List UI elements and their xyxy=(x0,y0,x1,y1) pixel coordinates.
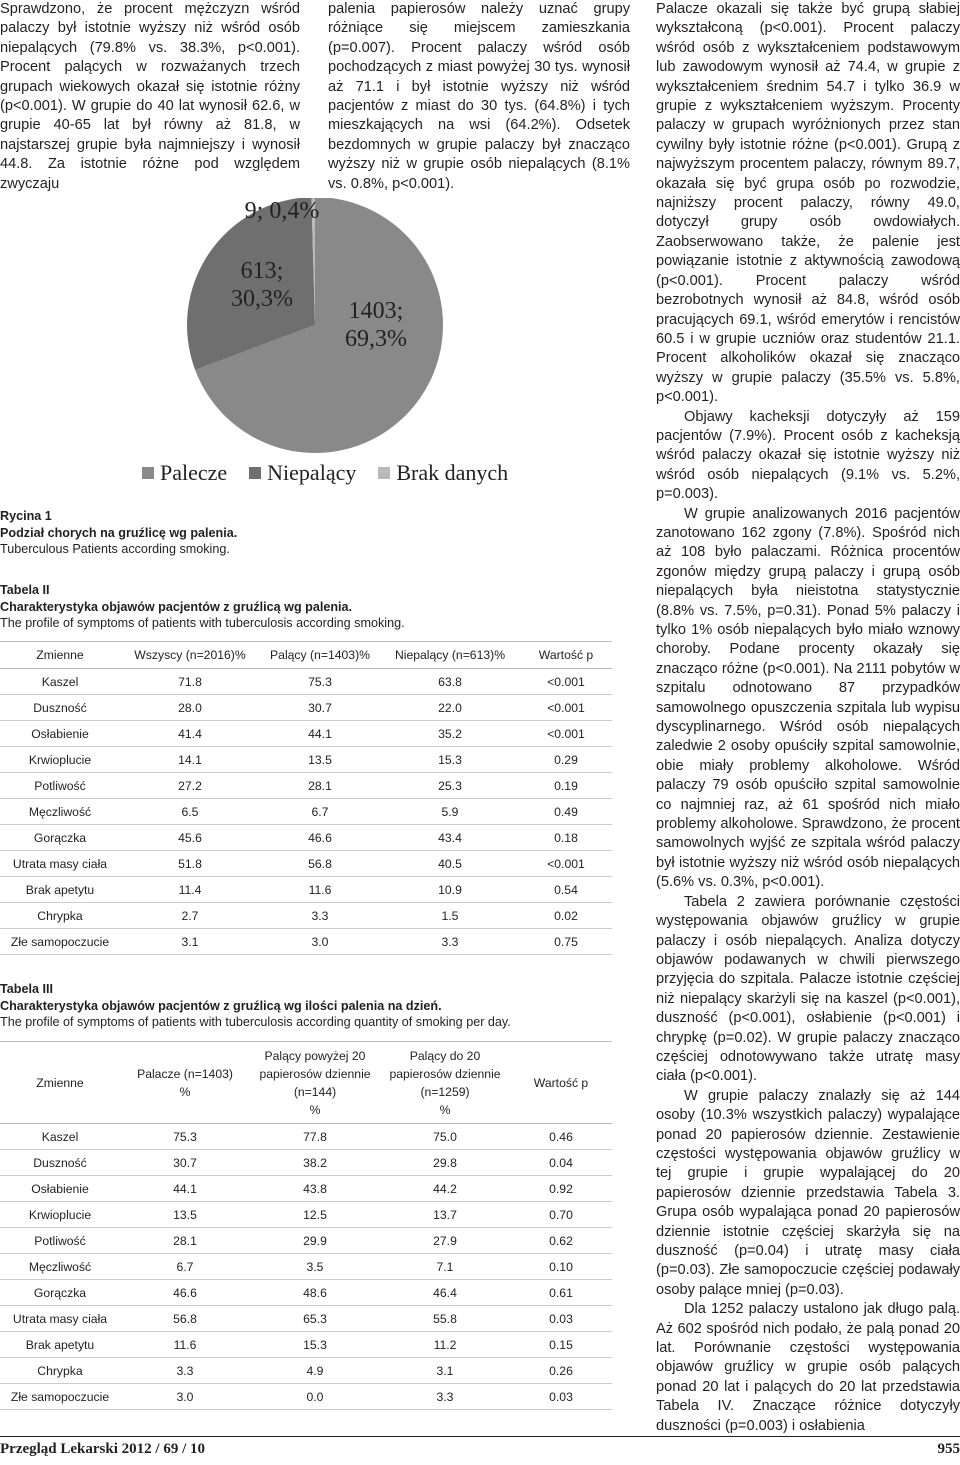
table-cell: 4.9 xyxy=(250,1358,380,1384)
table-cell: 41.4 xyxy=(120,721,260,747)
table-cell: <0.001 xyxy=(520,669,612,695)
table-row xyxy=(0,747,612,773)
table-cell: 2.7 xyxy=(120,903,260,929)
table-cell: 46.6 xyxy=(260,825,380,851)
table2-caption xyxy=(0,582,620,632)
table-cell: Chrypka xyxy=(0,1358,120,1384)
table-cell: 71.8 xyxy=(120,669,260,695)
table-header-cell: Wszyscy (n=2016)% xyxy=(120,642,260,669)
table-cell: Krwioplucie xyxy=(0,747,120,773)
table-cell: 22.0 xyxy=(380,695,520,721)
table3-label: Tabela III xyxy=(0,982,53,996)
table-cell: 29.9 xyxy=(250,1228,380,1254)
table-cell: 3.3 xyxy=(260,903,380,929)
table-row xyxy=(0,1228,612,1254)
table-cell: Chrypka xyxy=(0,903,120,929)
legend-label: Palecze xyxy=(160,460,228,485)
header-line: papierosów dziennie xyxy=(389,1066,501,1081)
table2-label: Tabela II xyxy=(0,583,50,597)
journal-footer: Przegląd Lekarski 2012 / 69 / 10 xyxy=(0,1441,205,1457)
table-cell: 30.7 xyxy=(260,695,380,721)
table-cell: 14.1 xyxy=(120,747,260,773)
table-cell: 0.46 xyxy=(510,1124,612,1150)
table-row xyxy=(0,1176,612,1202)
figure-title: Podział chorych na gruźlicę wg palenia. xyxy=(0,525,238,540)
paragraph: Objawy kacheksji dotyczyły aż 159 pacjentów (7.9%). Procent osób z kacheksją wśród palaczy okazał się istotnie wyższy niż wśród osób niepalących (9.1% vs. 5.2%, p=0.003). xyxy=(656,408,960,503)
table-header-cell: Palący (n=1403)% xyxy=(260,642,380,669)
table-cell: Krwioplucie xyxy=(0,1202,120,1228)
table-cell: 15.3 xyxy=(250,1332,380,1358)
table-cell: 0.19 xyxy=(520,773,612,799)
table-cell: Kaszel xyxy=(0,1124,120,1150)
table-row xyxy=(0,1280,612,1306)
figure-title-en: Tuberculous Patients according smoking. xyxy=(0,542,230,556)
table3 xyxy=(0,1041,612,1410)
table-header-cell xyxy=(250,1042,380,1124)
table-row xyxy=(0,1358,612,1384)
header-line: Palący powyżej 20 xyxy=(264,1048,366,1063)
table-row xyxy=(0,1384,612,1410)
table-cell: 43.4 xyxy=(380,825,520,851)
table-cell: 0.92 xyxy=(510,1176,612,1202)
table-cell: <0.001 xyxy=(520,851,612,877)
table-cell: 0.18 xyxy=(520,825,612,851)
table-cell: Osłabienie xyxy=(0,721,120,747)
table-cell: 6.7 xyxy=(120,1254,250,1280)
paragraph: Tabela 2 zawiera porównanie częstości występowania objawów gruźlicy w grupie palaczy i osób niepalących. Analiza dotyczy objawów podawanych w chwili pierwszego przyjęcia do szpitala. Palacze istotnie częściej niż niepalący skarżyli się na kaszel (p<0.001), duszność (p<0.001), osłabienie (p<0.001) i chrypkę (p=0.02). W grupie palaczy znacząco częściej odnotowywano także utratę masy ciała (p<0.001). xyxy=(656,893,960,1085)
table-cell: 0.0 xyxy=(250,1384,380,1410)
table-cell: 3.3 xyxy=(120,1358,250,1384)
table-cell: 11.4 xyxy=(120,877,260,903)
table-row xyxy=(0,929,612,955)
table-cell: 48.6 xyxy=(250,1280,380,1306)
table-header-cell xyxy=(510,1042,612,1124)
paragraph: Sprawdzono, że procent mężczyzn wśród palaczy był istotnie wyższy niż wśród osób niepalących (79.8% vs. 38.3%, p<0.001). Procent palących w rozważanych trzech grupach wiekowych okazał się istotnie różny (p<0.001). W grupie do 40 lat wynosił 62.6, w grupie 40-65 lat był równy aż 81.8, w najstarszej grupie była najmniejszy i wynosił 44.8. Za istotnie różne pod względem zwyczaju xyxy=(0,1,300,192)
chart-legend xyxy=(142,460,612,486)
table-cell: Utrata masy ciała xyxy=(0,1306,120,1332)
table-row xyxy=(0,1124,612,1150)
table-cell: 27.9 xyxy=(380,1228,510,1254)
table-cell: Złe samopoczucie xyxy=(0,929,120,955)
table-cell: Utrata masy ciała xyxy=(0,851,120,877)
table-header-cell: Wartość p xyxy=(520,642,612,669)
table-header-row xyxy=(0,642,612,669)
table-cell: 0.10 xyxy=(510,1254,612,1280)
table-cell: 45.6 xyxy=(120,825,260,851)
table-row xyxy=(0,877,612,903)
header-line: % xyxy=(309,1102,321,1117)
table-cell: 44.1 xyxy=(260,721,380,747)
figure-label: Rycina 1 xyxy=(0,509,52,523)
table-cell: 43.8 xyxy=(250,1176,380,1202)
table-cell: 44.2 xyxy=(380,1176,510,1202)
table-cell: 3.0 xyxy=(120,1384,250,1410)
table-cell: Duszność xyxy=(0,695,120,721)
header-line: papierosów dziennie xyxy=(259,1066,371,1081)
table-cell: 1.5 xyxy=(380,903,520,929)
legend-label: Brak danych xyxy=(396,460,509,485)
table-cell: 3.1 xyxy=(120,929,260,955)
table-cell: 0.03 xyxy=(510,1306,612,1332)
legend-swatch xyxy=(142,467,154,479)
table-cell: 46.6 xyxy=(120,1280,250,1306)
table-cell: <0.001 xyxy=(520,721,612,747)
table-cell: 0.15 xyxy=(510,1332,612,1358)
table-cell: Kaszel xyxy=(0,669,120,695)
table-cell: 28.1 xyxy=(120,1228,250,1254)
table3-subtitle: The profile of symptoms of patients with tuberculosis according quantity of smoking per day. xyxy=(0,1015,511,1029)
table-cell: 35.2 xyxy=(380,721,520,747)
table-cell: 0.02 xyxy=(520,903,612,929)
table2-subtitle: The profile of symptoms of patients with tuberculosis according smoking. xyxy=(0,616,405,630)
table-cell: 56.8 xyxy=(120,1306,250,1332)
table-cell: Duszność xyxy=(0,1150,120,1176)
table-cell: 29.8 xyxy=(380,1150,510,1176)
table-cell: 7.1 xyxy=(380,1254,510,1280)
text-column-right xyxy=(656,0,960,1436)
table-cell: 46.4 xyxy=(380,1280,510,1306)
table-cell: 56.8 xyxy=(260,851,380,877)
table-row xyxy=(0,669,612,695)
table-header-cell xyxy=(0,1042,120,1124)
text-column-middle xyxy=(328,0,630,194)
table-cell: 13.5 xyxy=(260,747,380,773)
table-row xyxy=(0,1150,612,1176)
header-line: Palący do 20 xyxy=(409,1048,481,1063)
table-cell: 63.8 xyxy=(380,669,520,695)
table-cell: Potliwość xyxy=(0,1228,120,1254)
table-cell: 12.5 xyxy=(250,1202,380,1228)
table-cell: 15.3 xyxy=(380,747,520,773)
table-cell: 75.3 xyxy=(260,669,380,695)
table-cell: 0.03 xyxy=(510,1384,612,1410)
table-cell: 3.3 xyxy=(380,1384,510,1410)
pie-label-2: 9; 0,4% xyxy=(244,198,320,224)
table-cell: 38.2 xyxy=(250,1150,380,1176)
table-cell: 0.61 xyxy=(510,1280,612,1306)
legend-label: Niepalący xyxy=(267,460,357,485)
header-line: % xyxy=(439,1102,451,1117)
table3-title: Charakterystyka objawów pacjentów z gruźlicą wg ilości palenia na dzień. xyxy=(0,998,442,1013)
paragraph: W grupie palaczy znalazły się aż 144 osoby (10.3% wszystkich palaczy) wypalające ponad 20 papierosów dziennie. Zestawienie częstości występowania objawów gruźlicy w tej grupie i grupie wypalającej do 20 papierosów dziennie przedstawia Tabela 3. Grupa osób wypalająca ponad 20 papierosów dziennie istotnie częściej skarżyła się na duszność (p=0.04) i utratę masy ciała (p=0.03). Złe samopoczucie częściej podawały osoby palące mniej (p=0.03). xyxy=(656,1087,960,1298)
table-cell: 3.3 xyxy=(380,929,520,955)
table-header-row xyxy=(0,1042,612,1124)
table-row xyxy=(0,851,612,877)
table-cell: 11.2 xyxy=(380,1332,510,1358)
legend-item xyxy=(249,460,356,486)
legend-item xyxy=(142,460,227,486)
table-cell: Brak apetytu xyxy=(0,877,120,903)
table-row xyxy=(0,695,612,721)
table-header-cell: Zmienne xyxy=(0,642,120,669)
table-cell: 28.0 xyxy=(120,695,260,721)
table-cell: 55.8 xyxy=(380,1306,510,1332)
paragraph: Dla 1252 palaczy ustalono jak długo palą. Aż 602 spośród nich podało, że palą ponad 20 lat. Porównanie częstości występowania objawów gruźlicy w grupie osób palących ponad 20 lat i palących do 20 lat przedstawia Tabela IV. Znaczące różnice dotyczyły duszności (p=0.003) i osłabienia xyxy=(656,1301,960,1434)
table-cell: Potliwość xyxy=(0,773,120,799)
header-line: (n=144) xyxy=(293,1084,337,1099)
table-cell: 51.8 xyxy=(120,851,260,877)
header-line: % xyxy=(179,1084,191,1099)
table-cell: Męczliwość xyxy=(0,799,120,825)
table-header-cell xyxy=(380,1042,510,1124)
table-cell: 27.2 xyxy=(120,773,260,799)
table-cell: 13.7 xyxy=(380,1202,510,1228)
table-row xyxy=(0,773,612,799)
header-line: Zmienne xyxy=(36,1075,84,1090)
table-row xyxy=(0,1254,612,1280)
table-cell: 10.9 xyxy=(380,877,520,903)
table-header-cell: Niepalący (n=613)% xyxy=(380,642,520,669)
table-cell: 6.5 xyxy=(120,799,260,825)
page-number: 955 xyxy=(937,1441,960,1457)
table-header-cell xyxy=(120,1042,250,1124)
legend-swatch xyxy=(378,467,390,479)
table-row xyxy=(0,1306,612,1332)
table-cell: 6.7 xyxy=(260,799,380,825)
table-cell: <0.001 xyxy=(520,695,612,721)
table-cell: 0.75 xyxy=(520,929,612,955)
figure-caption xyxy=(0,508,500,558)
table-row xyxy=(0,825,612,851)
table-cell: 0.49 xyxy=(520,799,612,825)
table-cell: 25.3 xyxy=(380,773,520,799)
table2-title: Charakterystyka objawów pacjentów z gruźlicą wg palenia. xyxy=(0,599,353,614)
table-cell: 11.6 xyxy=(260,877,380,903)
table-row xyxy=(0,903,612,929)
table-cell: 0.70 xyxy=(510,1202,612,1228)
paragraph: W grupie analizowanych 2016 pacjentów zanotowano 162 zgony (7.8%). Spośród nich aż 108 było palaczami. Różnica procentów zgonów między grupą palaczy i grupą osób niepalących była nieistotna statystycznie (8.8% vs. 7.5%, p=0.31). Ponad 5% palaczy i tylko 1% osób niepalących było miało wznowy choroby. Podane procenty okazały się znacząco różne (p<0.001). Na 2111 pobytów w szpitalu odnotowano 87 przypadków samowolnego opuszczenia szpitala lub wypisu dyscyplinarnego. Wśród osób niepalących zaledwie 2 osoby opuściły szpital samowolnie, obie miały problemy alkoholowe. Wśród palaczy 79 osób opuściło szpital samowolnie co najmniej raz, aż 61 spośród nich miało problemy alkoholowe. Sprawdzono, że procent samowolnych wyjść ze szpitala wśród palaczy był istotnie wyższy niż wśród osób niepalących (5.6% vs. 0.3%, p<0.001). xyxy=(656,505,960,891)
text-column-left xyxy=(0,0,300,194)
table-cell: Gorączka xyxy=(0,825,120,851)
table-cell: 13.5 xyxy=(120,1202,250,1228)
header-line: Wartość p xyxy=(533,1075,589,1090)
table-cell: 0.62 xyxy=(510,1228,612,1254)
table-cell: 3.0 xyxy=(260,929,380,955)
footer-rule xyxy=(0,1436,960,1437)
paragraph: palenia papierosów należy uznać grupy różniące się miejscem zamieszkania (p=0.007). Procent palaczy wśród osób pochodzących z miast powyżej 30 tys. wynosił aż 71.1 i był istotnie wyższy niż wśród pacjentów z miast do 30 tys. (64.8%) i tych mieszkających na wsi (64.2%). Odsetek bezdomnych w grupie palaczy był znacząco wyższy niż w grupie osób niepalących (8.1% vs. 0.8%, p<0.001). xyxy=(328,1,630,192)
table-cell: 0.54 xyxy=(520,877,612,903)
table-cell: 77.8 xyxy=(250,1124,380,1150)
header-line: (n=1259) xyxy=(420,1084,470,1099)
pie-chart xyxy=(142,198,532,498)
table-cell: Brak apetytu xyxy=(0,1332,120,1358)
paragraph: Palacze okazali się także być grupą słabiej wykształconą (p<0.001). Procent palaczy wśród osób z wykształceniem podstawowym lub zawodowym wynosił aż 74.4, w grupie z wykształceniem średnim 54.7 i tylko 36.9 w grupie z wykształceniem wyższym. Procenty palaczy w grupach wyróżnionych przez stan cywilny były istotnie różne (p<0.001). Grupą z najwyższym procentem palaczy, równym 89.7, okazała się być grupa osób po rozwodzie, najniższy procent palaczy, równy 49.0, dotyczył grupy osób owdowiałych. Zaobserwowano także, że palenie jest powiązanie istotnie z aktywnością zawodową (p<0.001). Procent palaczy wśród bezrobotnych wynosił aż 84.8, wśród osób pracujących 69.1, wśród emerytów i rencistów 60.5 i w grupie uczniów oraz studentów 21.1. Procent alkoholików okazał się znacząco wyższy w grupie palaczy (35.5% vs. 5.8%, p<0.001). xyxy=(656,1,960,406)
table-cell: 0.04 xyxy=(510,1150,612,1176)
table-cell: 40.5 xyxy=(380,851,520,877)
table-cell: 28.1 xyxy=(260,773,380,799)
pie-label-1: 613; 30,3% xyxy=(231,258,293,312)
table-cell: Złe samopoczucie xyxy=(0,1384,120,1410)
table-cell: Męczliwość xyxy=(0,1254,120,1280)
legend-item xyxy=(378,460,508,486)
table-cell: Osłabienie xyxy=(0,1176,120,1202)
table-row xyxy=(0,1202,612,1228)
table-row xyxy=(0,721,612,747)
table-cell: 3.5 xyxy=(250,1254,380,1280)
table-row xyxy=(0,799,612,825)
pie-label-0: 1403; 69,3% xyxy=(345,298,407,352)
legend-swatch xyxy=(249,467,261,479)
table-cell: 0.29 xyxy=(520,747,612,773)
table-cell: 0.26 xyxy=(510,1358,612,1384)
table-cell: 44.1 xyxy=(120,1176,250,1202)
table2 xyxy=(0,641,612,955)
table-cell: 30.7 xyxy=(120,1150,250,1176)
table-cell: 3.1 xyxy=(380,1358,510,1384)
table-cell: 75.0 xyxy=(380,1124,510,1150)
table-cell: Gorączka xyxy=(0,1280,120,1306)
table-cell: 11.6 xyxy=(120,1332,250,1358)
table-cell: 65.3 xyxy=(250,1306,380,1332)
table-cell: 5.9 xyxy=(380,799,520,825)
table3-caption xyxy=(0,981,620,1031)
table-row xyxy=(0,1332,612,1358)
header-line: Palacze (n=1403) xyxy=(137,1066,233,1081)
table-cell: 75.3 xyxy=(120,1124,250,1150)
